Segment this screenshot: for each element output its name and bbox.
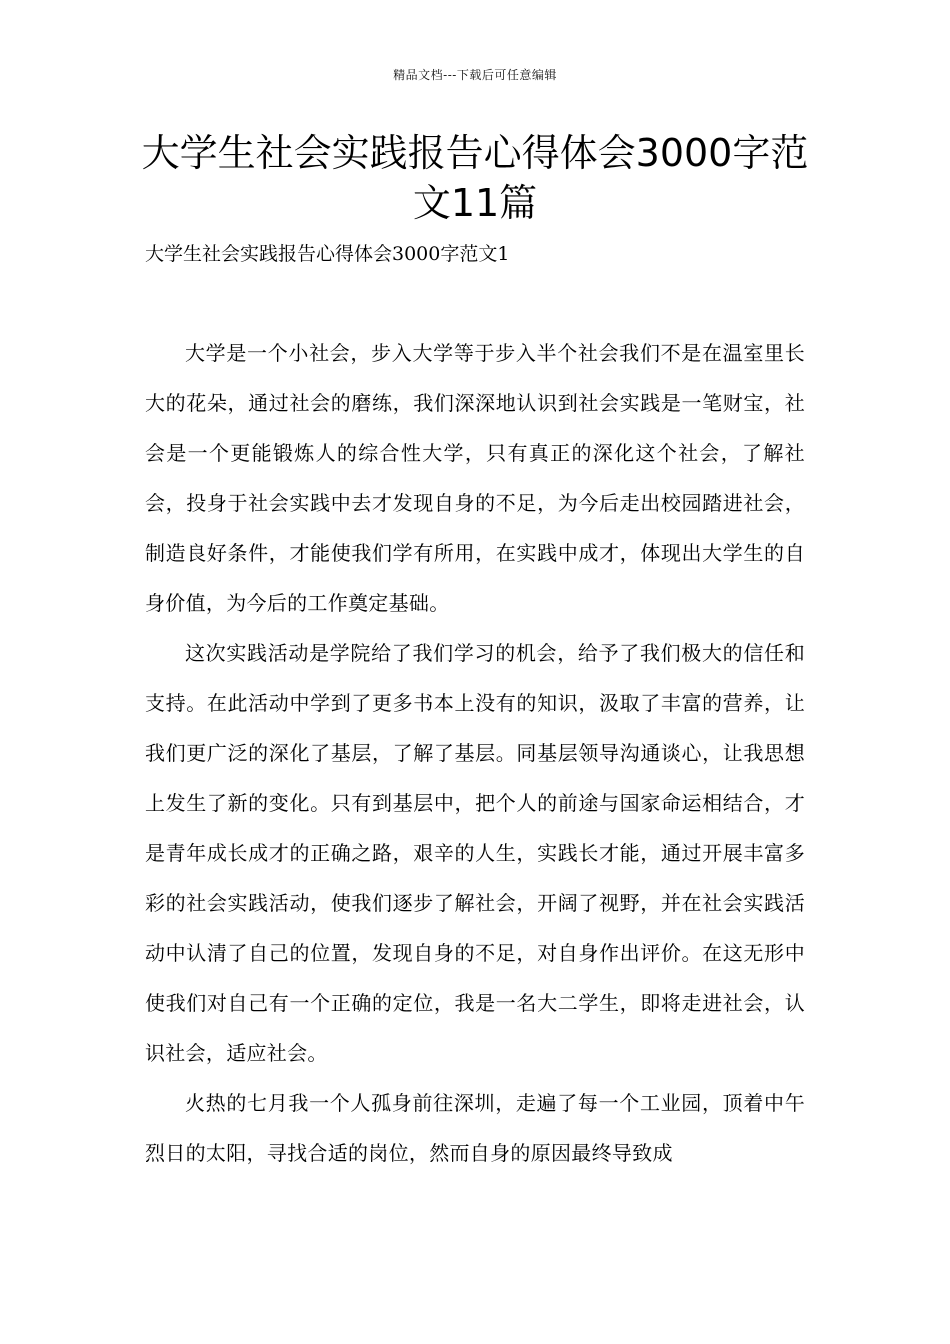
- header-note: 精品文档---下载后可任意编辑: [393, 68, 557, 82]
- document-title: 大学生社会实践报告心得体会3000字范文11篇: [141, 131, 809, 225]
- paragraph: 大学是一个小社会，步入大学等于步入半个社会我们不是在温室里长大的花朵，通过社会的磨练，我们深深地认识到社会实践是一笔财宝，社会是一个更能锻炼人的综合性大学，只有真正的深化这个社会，了解社会，投身于社会实践中去才发现自身的不足，为今后走出校园踏进社会，制造良好条件，才能使我们学有所用，在实践中成才，体现出大学生的自身价值，为今后的工作奠定基础。: [145, 341, 805, 615]
- document-subtitle: 大学生社会实践报告心得体会3000字范文1: [145, 243, 510, 265]
- paragraph: 这次实践活动是学院给了我们学习的机会，给予了我们极大的信任和支持。在此活动中学到了更多书本上没有的知识，汲取了丰富的营养，让我们更广泛的深化了基层，了解了基层。同基层领导沟通谈心，让我思想上发生了新的变化。只有到基层中，把个人的前途与国家命运相结合，才是青年成长成才的正确之路，艰辛的人生，实践长才能，通过开展丰富多彩的社会实践活动，使我们逐步了解社会，开阔了视野，并在社会实践活动中认清了自己的位置，发现自身的不足，对自身作出评价。在这无形中使我们对自己有一个正确的定位，我是一名大二学生，即将走进社会，认识社会，适应社会。: [145, 641, 805, 1065]
- document-body: [145, 328, 805, 1178]
- paragraph: 火热的七月我一个人孤身前往深圳，走遍了每一个工业园，顶着中午烈日的太阳，寻找合适的岗位，然而自身的原因最终导致成: [145, 1091, 805, 1165]
